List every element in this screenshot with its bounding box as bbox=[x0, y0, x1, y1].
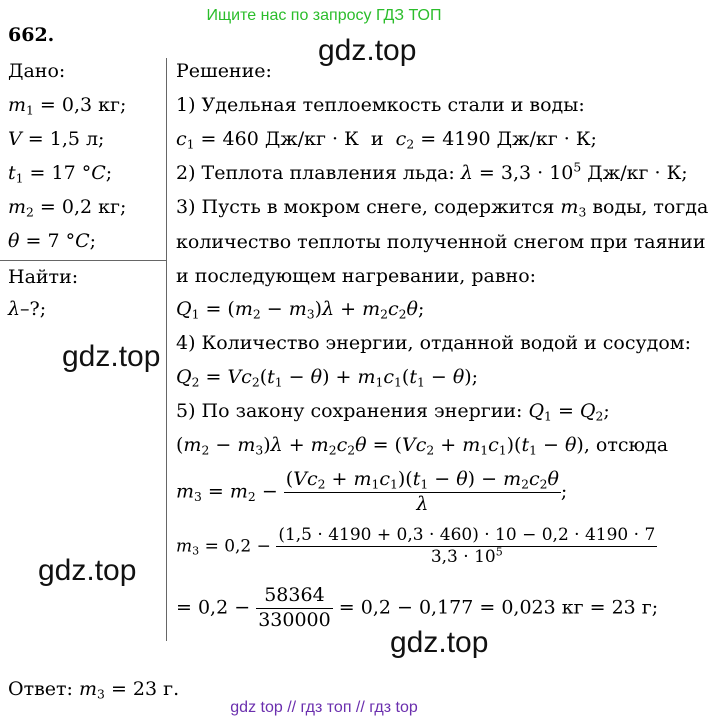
given-t1: $t_1 = 17$ °C; bbox=[8, 162, 113, 186]
step-4: 4) Количество энергии, отданной водой и сосудом: bbox=[176, 332, 691, 354]
step-3-line-3: и последующем нагревании, равно: bbox=[176, 265, 537, 287]
given-title: Дано: bbox=[8, 60, 66, 82]
given-m2: $m_2 = 0,2$ кг; bbox=[8, 196, 127, 220]
step-3-line-2: количество теплоты полученной снегом при таянии bbox=[176, 231, 706, 253]
formula-m3-numeric: $m_3 = 0,2$ − $\frac{(1,5 \cdot 4190 + 0,3 \cdot 460) \cdot 10 - 0,2 \cdot 4190 \cdot 7}{3,3 \cdot 10^5}$ bbox=[176, 525, 656, 568]
answer: Ответ: $m_3 = 23$ г. bbox=[8, 678, 180, 702]
heat-capacities: $c_1 = 460$ Дж/кг · К и $c_2 = 4190$ Дж/кг · К; bbox=[176, 128, 597, 152]
watermark-gdz-2: gdz.top bbox=[62, 340, 161, 373]
step-3: 3) Пусть в мокром снеге, содержится $m_3$ воды, тогда bbox=[176, 196, 708, 220]
watermark-gdz-3: gdz.top bbox=[38, 554, 137, 587]
watermark-gdz-4: gdz.top bbox=[390, 626, 489, 659]
given-m1: $m_1 = 0,3$ кг; bbox=[8, 94, 127, 118]
solution-title: Решение: bbox=[176, 60, 272, 82]
formula-q2: $Q_2 = Vc_2(t_1 - \theta) + m_1c_1(t_1 - \theta)$; bbox=[176, 366, 479, 390]
step-5: 5) По закону сохранения энергии: $Q_1 = Q_2$; bbox=[176, 400, 610, 424]
step-1: 1) Удельная теплоемкость стали и воды: bbox=[176, 94, 585, 116]
step-2: 2) Теплота плавления льда: $\lambda = 3,3 \cdot 10^5$ Дж/кг · К; bbox=[176, 160, 688, 184]
watermark-gdz-1: gdz.top bbox=[318, 34, 417, 67]
formula-q1: $Q_1 = (m_2 - m_3)\lambda + m_2c_2\theta$; bbox=[176, 298, 425, 322]
horizontal-divider bbox=[0, 260, 166, 261]
find-title: Найти: bbox=[8, 266, 79, 288]
top-watermark: Ищите нас по запросу ГДЗ ТОП bbox=[206, 7, 442, 24]
find-lambda: λ–?; bbox=[8, 298, 47, 320]
bottom-watermark: gdz top // гдз топ // гдз top bbox=[230, 699, 418, 716]
problem-number: 662. bbox=[8, 24, 55, 46]
formula-m3: $m_3 = m_2$ − $\frac{(Vc_2 + m_1c_1)(t_1 - \theta) - m_2c_2\theta}{\lambda}$ ; bbox=[176, 468, 568, 515]
vertical-divider bbox=[166, 58, 167, 641]
final-calculation: = 0,2 − $\frac{58364}{330000}$ = 0,2 − 0,177 = 0,023 кг = 23 г; bbox=[176, 584, 659, 631]
balance-equation: $(m_2 - m_3)\lambda + m_2c_2\theta = (Vc_2 + m_1c_1)(t_1 - \theta)$, отсюда bbox=[176, 434, 669, 458]
given-V: V = 1,5 л; bbox=[8, 128, 105, 150]
given-theta: θ = 7 °C; bbox=[8, 230, 97, 252]
